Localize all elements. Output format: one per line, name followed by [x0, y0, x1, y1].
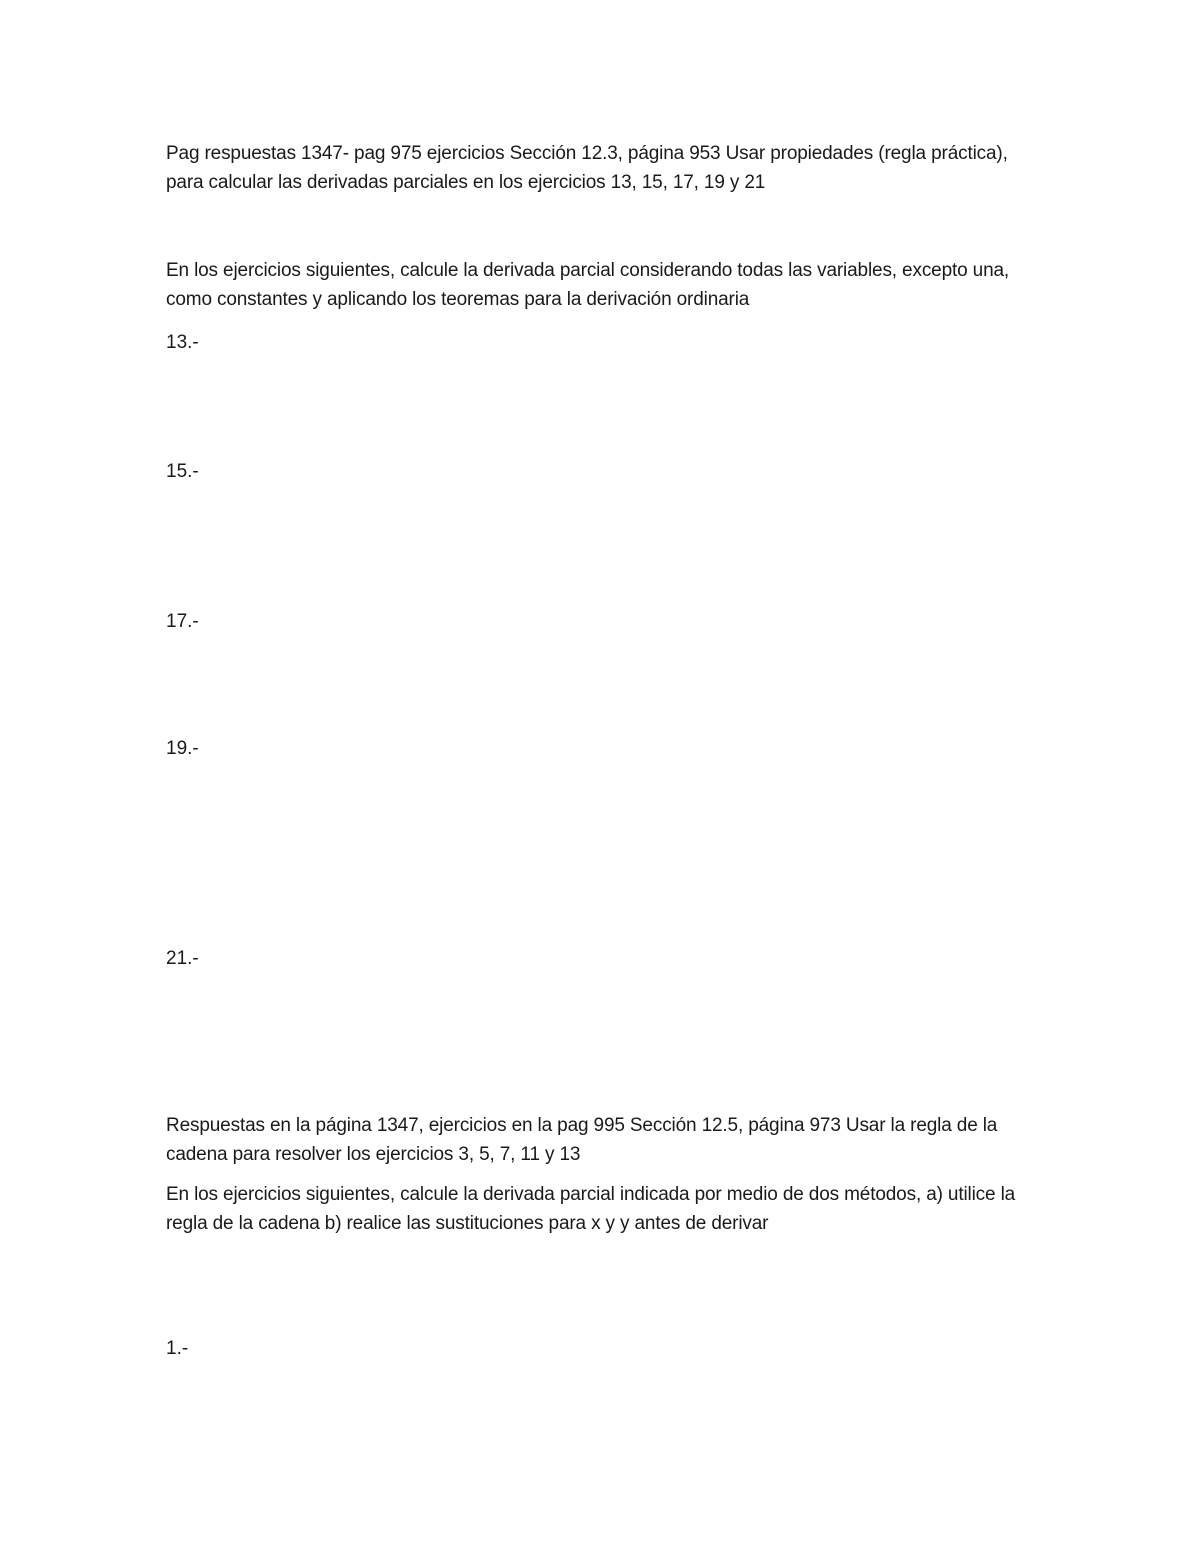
- section2-intro: Respuestas en la página 1347, ejercicios en la pag 995 Sección 12.5, página 973 Usar la regla de la cadena para resolver los ejercicios 3, 5, 7, 11 y 13: [166, 1115, 998, 1165]
- section2-instructions: En los ejercicios siguientes, calcule la derivada parcial indicada por medio de dos métodos, a) utilice la regla de la cadena b) realice las sustituciones para x y y antes de derivar: [166, 1184, 1016, 1234]
- exercise-label-19: 19.-: [166, 738, 199, 759]
- exercise-label-1: 1.-: [166, 1338, 189, 1359]
- section1-instructions: En los ejercicios siguientes, calcule la derivada parcial considerando todas las variables, excepto una, como constantes y aplicando los teoremas para la derivación ordinaria: [166, 260, 1010, 310]
- exercise-label-21: 21.-: [166, 948, 199, 969]
- exercise-label-13: 13.-: [166, 332, 199, 353]
- exercise-label-17: 17.-: [166, 611, 199, 632]
- exercise-label-15: 15.-: [166, 461, 199, 482]
- section1-intro: Pag respuestas 1347- pag 975 ejercicios Sección 12.3, página 953 Usar propiedades (regla práctica), para calcular las derivadas parciales en los ejercicios 13, 15, 17, 19 y 21: [166, 143, 1008, 193]
